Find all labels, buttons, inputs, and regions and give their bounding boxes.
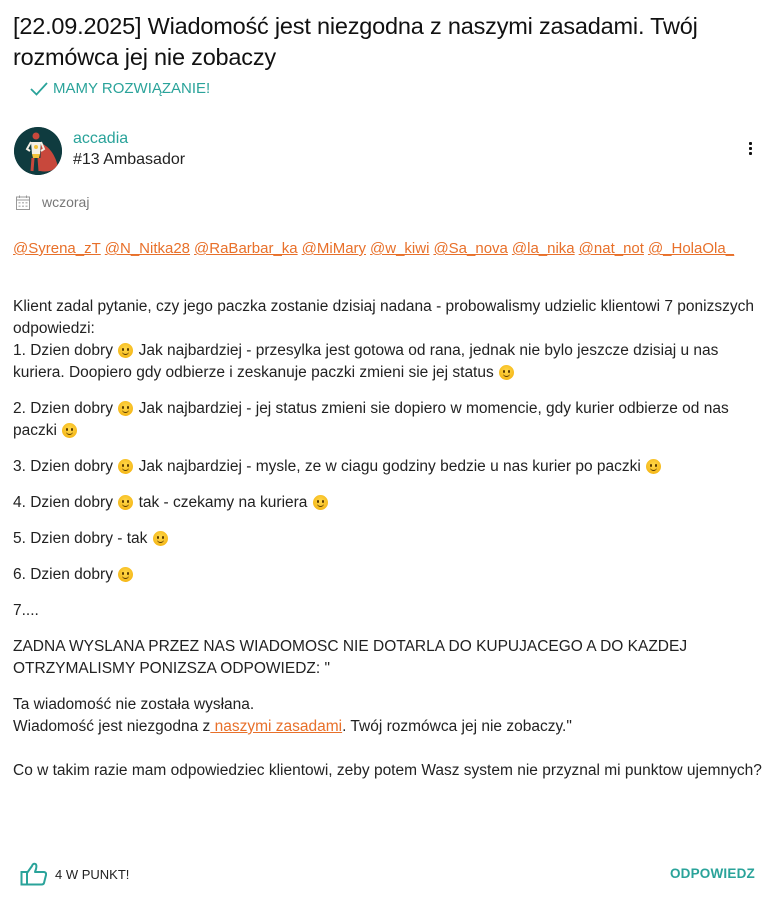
thumbs-up-icon	[20, 862, 48, 886]
calendar-icon	[16, 195, 30, 210]
solved-badge[interactable]	[30, 80, 210, 97]
body-reply-3	[13, 456, 773, 478]
reply-text: Jak najbardziej - mysle, ze w ciagu godziny bedzie u nas kurier po paczki	[138, 458, 641, 475]
smiley-icon	[646, 459, 661, 474]
mention-link[interactable]: @MiMary	[301, 240, 367, 257]
reply-text: Jak najbardziej - przesylka jest gotowa od rana, jednak nie bylo jeszcze dzisiaj u nas kuriera. Doopiero gdy odbierze i zeskanuje paczki zmieni sie jej status	[13, 342, 719, 381]
reply-text: 2. Dzien dobry	[13, 400, 113, 417]
mention-link[interactable]: @_HolaOla_	[647, 240, 735, 257]
mentions-list	[13, 239, 738, 259]
like-count-label: 4 W PUNKT!	[55, 866, 130, 882]
body-quote-2	[13, 716, 773, 738]
body-reply-1	[13, 340, 773, 384]
mention-link[interactable]: @RaBarbar_ka	[194, 240, 298, 257]
reply-text: 1. Dzien dobry	[13, 342, 113, 359]
smiley-icon	[313, 495, 328, 510]
body-reply-4	[13, 492, 773, 514]
date-label: wczoraj	[42, 194, 90, 210]
kebab-dot-icon	[749, 142, 752, 145]
superhero-avatar-icon	[14, 127, 62, 175]
body-quote-1: Ta wiadomość nie została wysłana.	[13, 696, 255, 713]
reply-text: 6. Dzien dobry	[13, 566, 113, 583]
author-block	[14, 127, 185, 175]
mention-link[interactable]: @Sa_nova	[433, 240, 508, 257]
body-reply-5	[13, 528, 773, 550]
quote-text: Wiadomość jest niezgodna z	[13, 718, 211, 735]
post-date	[16, 194, 89, 210]
post-title: [22.09.2025] Wiadomość jest niezgodna z naszymi zasadami. Twój rozmówca jej nie zobaczy	[13, 13, 698, 70]
body-caps-note: ZADNA WYSLANA PRZEZ NAS WIADOMOSC NIE DOTARLA DO KUPUJACEGO A DO KAZDEJ OTRZYMALISMY PONIZSZA ODPOWIEDZ: "	[13, 638, 688, 677]
smiley-icon	[118, 495, 133, 510]
mention-link[interactable]: @la_nika	[511, 240, 575, 257]
post-body	[13, 296, 773, 782]
mention-link[interactable]: @nat_not	[578, 240, 644, 257]
smiley-icon	[153, 531, 168, 546]
rules-link[interactable]: naszymi zasadami	[210, 718, 343, 735]
mention-link[interactable]: @w_kiwi	[370, 240, 430, 257]
smiley-icon	[118, 343, 133, 358]
mention-link[interactable]: @N_Nitka28	[104, 240, 191, 257]
solved-label: MAMY ROZWIĄZANIE!	[53, 80, 211, 97]
author-rank: #13 Ambasador	[73, 151, 186, 168]
body-question: Co w takim razie mam odpowiedziec klientowi, zeby potem Wasz system nie przyznal mi punktow ujemnych?	[13, 762, 762, 779]
mention-link[interactable]: @Syrena_zT	[13, 240, 101, 257]
checkmark-icon	[30, 81, 48, 97]
reply-text: Jak najbardziej - jej status zmieni sie dopiero w momencie, gdy kurier odbierze od nas paczki	[13, 400, 729, 439]
reply-text: 3. Dzien dobry	[13, 458, 113, 475]
smiley-icon	[499, 365, 514, 380]
reply-text: 4. Dzien dobry	[13, 494, 113, 511]
like-button[interactable]	[20, 862, 129, 886]
body-reply-6	[13, 564, 773, 586]
body-reply-7: 7....	[13, 602, 39, 619]
reply-button[interactable]: ODPOWIEDZ	[669, 866, 755, 881]
author-name[interactable]: accadia	[73, 130, 129, 147]
body-intro: Klient zadal pytanie, czy jego paczka zostanie dzisiaj nadana - probowalismy udzielic klientowi 7 ponizszych odpowiedzi:	[13, 298, 754, 337]
reply-text: 5. Dzien dobry - tak	[13, 530, 148, 547]
quote-text: . Twój rozmówca jej nie zobaczy."	[342, 718, 572, 735]
more-options-button[interactable]	[745, 142, 755, 160]
smiley-icon	[118, 401, 133, 416]
smiley-icon	[118, 567, 133, 582]
smiley-icon	[118, 459, 133, 474]
avatar[interactable]	[14, 127, 62, 175]
kebab-dot-icon	[749, 147, 752, 150]
kebab-dot-icon	[749, 152, 752, 155]
body-reply-2	[13, 398, 773, 442]
reply-text: tak - czekamy na kuriera	[138, 494, 308, 511]
smiley-icon	[62, 423, 77, 438]
